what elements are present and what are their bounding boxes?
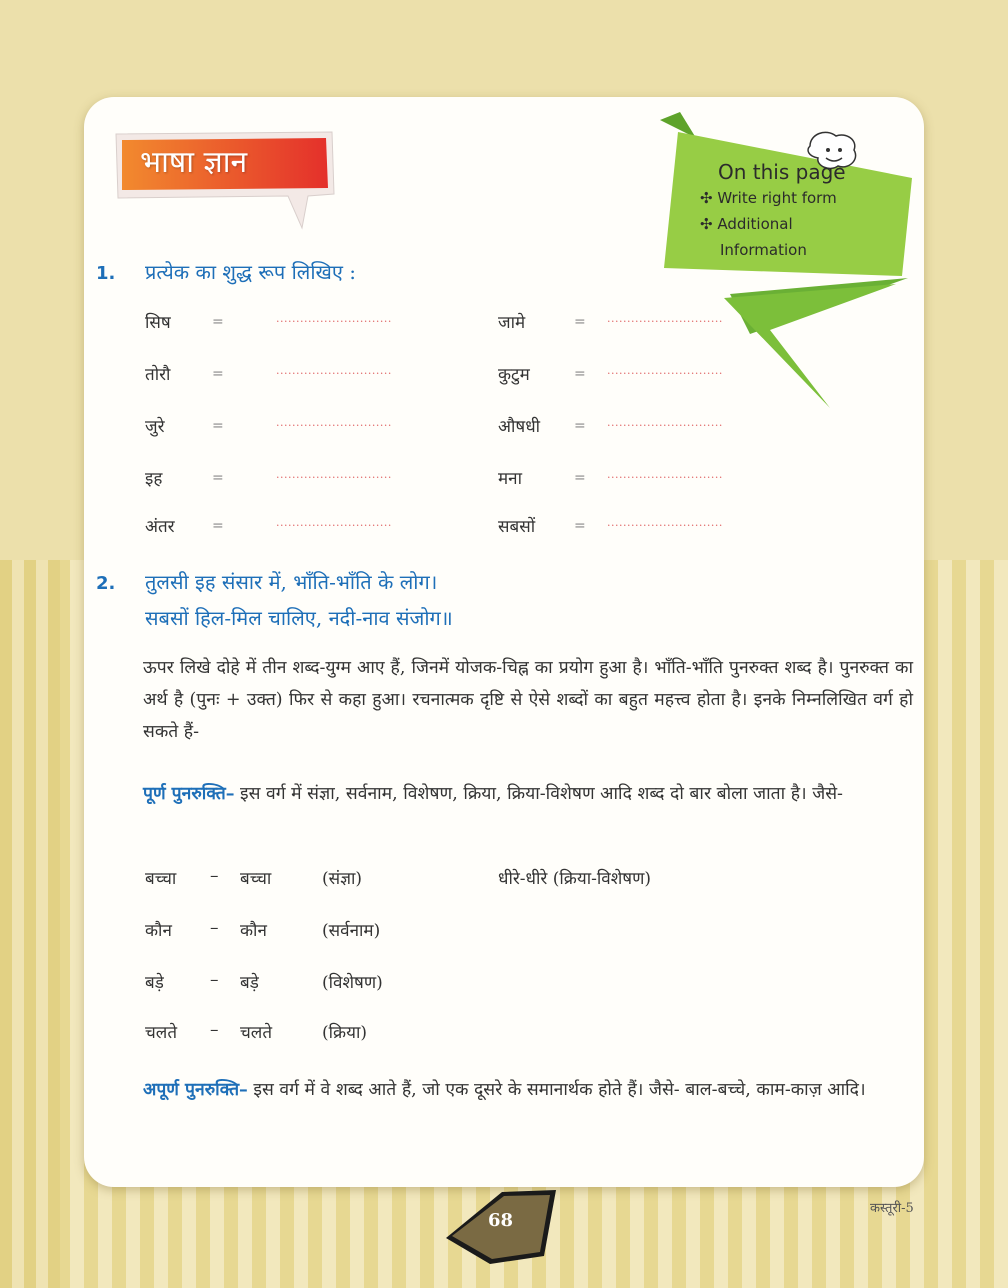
example-word: बड़े [145,973,164,993]
word-right: औषधी [498,417,541,437]
example-word: बड़े [240,973,259,993]
full-repetition-paragraph: पूर्ण पुनरुक्ति– इस वर्ग में संज्ञा, सर्वनाम, विशेषण, क्रिया, क्रिया-विशेषण आदि शब्द दो बार बोला जाता है। जैसे- [143,784,843,804]
word-right: कुटुम [498,365,530,385]
answer-blank[interactable]: ............................. [276,364,392,377]
partial-repetition-paragraph: अपूर्ण पुनरुक्ति– इस वर्ग में वे शब्द आते हैं, जो एक दूसरे के समानार्थक होते हैं। जैसे- बाल-बच्चे, काम-काज़ आदि। [143,1080,866,1100]
equals-sign: = [212,314,224,330]
equals-sign: = [212,518,224,534]
equals-sign: = [574,470,586,486]
example-word: कौन [145,921,172,941]
on-this-page-item: ✣ Additional [700,215,793,233]
equals-sign: = [212,418,224,434]
question-1-number: 1. [96,263,116,284]
example-extra: धीरे-धीरे (क्रिया-विशेषण) [498,869,652,889]
equals-sign: = [574,518,586,534]
example-dash: – [210,970,219,990]
example-type: (संज्ञा) [322,869,363,889]
equals-sign: = [212,366,224,382]
answer-blank[interactable]: ............................. [607,468,723,481]
book-name: कस्तूरी-5 [870,1201,914,1216]
on-this-page-item: ✣ Write right form [700,189,837,207]
full-repetition-heading: पूर्ण पुनरुक्ति– [143,784,235,804]
doha-line-2: सबसों हिल-मिल चालिए, नदी-नाव संजोग॥ [145,606,453,630]
word-left: सिष [145,313,171,333]
left-stripes [0,560,60,1288]
equals-sign: = [574,366,586,382]
bullet-icon: ✣ [700,189,718,207]
answer-blank[interactable]: ............................. [276,516,392,529]
partial-repetition-heading: अपूर्ण पुनरुक्ति– [143,1080,248,1100]
page-title: भाषा ज्ञान [140,145,248,180]
word-right: सबसों [498,517,536,537]
example-dash: – [210,1020,219,1040]
answer-blank[interactable]: ............................. [276,468,392,481]
example-type: (विशेषण) [322,973,383,993]
word-left: इह [145,469,163,489]
example-word: कौन [240,921,267,941]
explanation-paragraph: ऊपर लिखे दोहे में तीन शब्द-युग्म आए हैं, जिनमें योजक-चिह्न का प्रयोग हुआ है। भाँति-भाँति पुनरुक्त शब्द है। पुनरुक्त का अर्थ है (पुनः + उक्त) फिर से कहा हुआ। रचनात्मक दृष्टि से ऐसे शब्दों का बहुत महत्त्व होता है। इनके निम्नलिखित वर्ग हो सकते हैं- [143,658,913,742]
example-word: चलते [145,1023,178,1043]
question-1-prompt: प्रत्येक का शुद्ध रूप लिखिए : [145,260,357,284]
example-dash: – [210,866,219,886]
word-right: जामे [498,313,526,333]
example-word: बच्चा [145,869,177,889]
word-left: जुरे [145,417,165,437]
on-this-page-heading: On this page [718,160,846,184]
example-type: (सर्वनाम) [322,921,381,941]
page-number: 68 [488,1210,514,1231]
example-word: बच्चा [240,869,272,889]
doha-line-1: तुलसी इह संसार में, भाँति-भाँति के लोग। [145,570,438,594]
word-right: मना [498,469,523,489]
equals-sign: = [574,314,586,330]
question-2-number: 2. [96,573,116,594]
equals-sign: = [574,418,586,434]
word-left: तोरौ [145,365,171,385]
answer-blank[interactable]: ............................. [607,516,723,529]
answer-blank[interactable]: ............................. [607,364,723,377]
example-dash: – [210,918,219,938]
answer-blank[interactable]: ............................. [607,416,723,429]
example-type: (क्रिया) [322,1023,367,1043]
answer-blank[interactable]: ............................. [276,416,392,429]
bullet-icon: ✣ [700,215,718,233]
on-this-page-item: Information [720,241,807,259]
answer-blank[interactable]: ............................. [276,312,392,325]
word-left: अंतर [145,517,175,537]
equals-sign: = [212,470,224,486]
answer-blank[interactable]: ............................. [607,312,723,325]
example-word: चलते [240,1023,273,1043]
